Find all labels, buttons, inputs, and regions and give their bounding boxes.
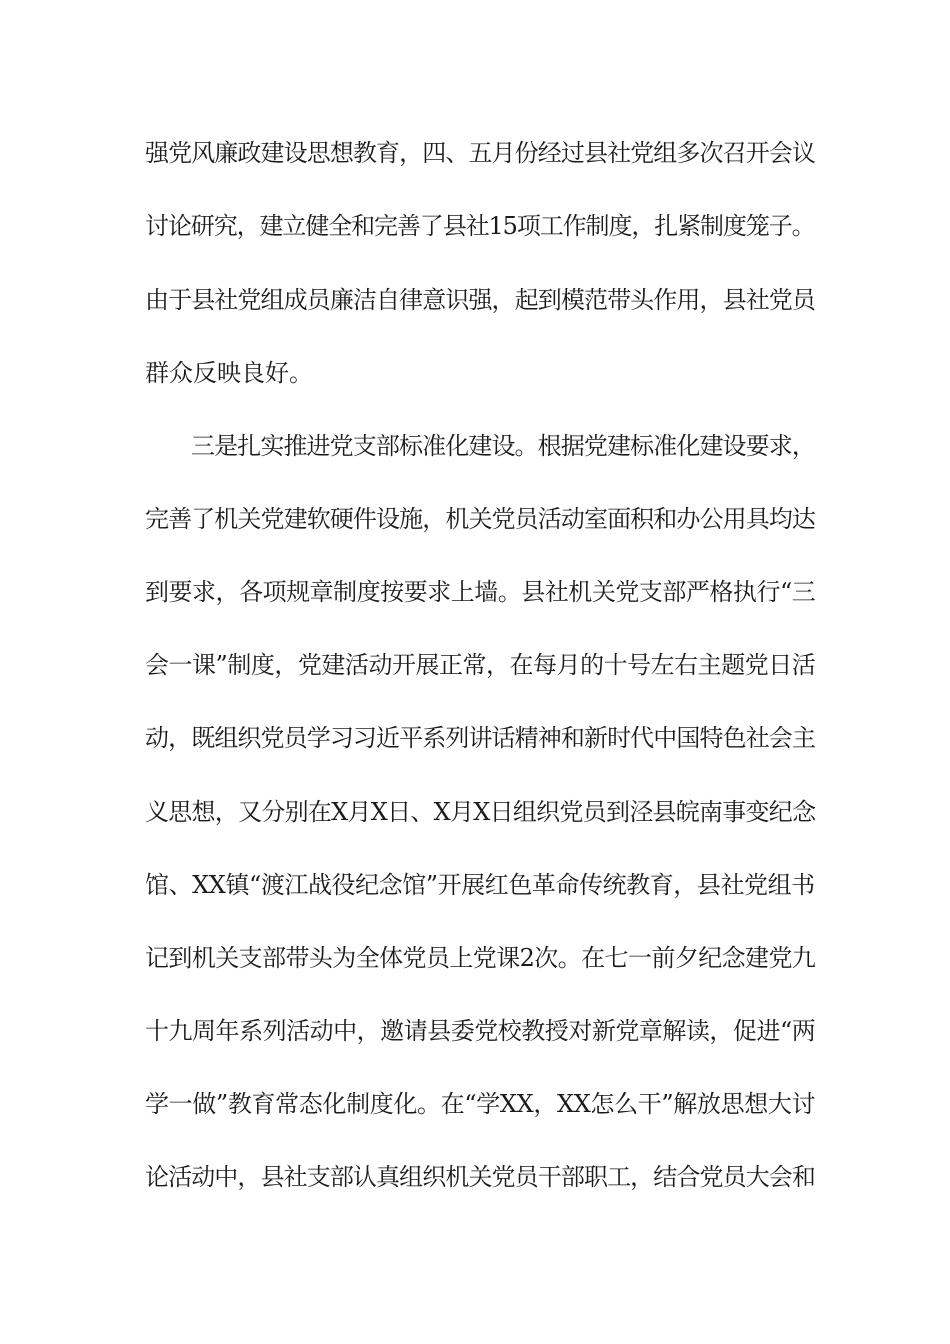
text-line: 记到机关支部带头为全体党员上党课2次。在七一前夕纪念建党九 xyxy=(145,944,816,972)
text-line: 由于县社党组成员廉洁自律意识强，起到模范带头作用，县社党员 xyxy=(145,286,815,314)
paragraph-first-line: 三是扎实推进党支部标准化建设。根据党建标准化建设要求， xyxy=(191,432,815,460)
text-line: 完善了机关党建软硬件设施，机关党员活动室面积和办公用具均达 xyxy=(145,505,815,533)
text-line: 强党风廉政建设思想教育，四、五月份经过县社党组多次召开会议 xyxy=(145,139,815,167)
text-line: 馆、XX镇“渡江战役纪念馆”开展红色革命传统教育，县社党组书 xyxy=(145,871,815,899)
text-line: 会一课”制度，党建活动开展正常，在每月的十号左右主题党日活 xyxy=(145,651,816,679)
text-line: 讨论研究，建立健全和完善了县社15项工作制度，扎紧制度笼子。 xyxy=(145,212,815,240)
text-line: 群众反映良好。 xyxy=(145,359,313,387)
text-line: 动，既组织党员学习习近平系列讲话精神和新时代中国特色社会主 xyxy=(145,724,815,752)
text-line: 义思想，又分别在X月X日、X月X日组织党员到泾县皖南事变纪念 xyxy=(145,798,816,826)
text-line: 学一做”教育常态化制度化。在“学XX，XX怎么干”解放思想大讨 xyxy=(145,1090,816,1118)
text-line: 到要求，各项规章制度按要求上墙。县社机关党支部严格执行“三 xyxy=(145,578,816,606)
text-line: 十九周年系列活动中，邀请县委党校教授对新党章解读，促进“两 xyxy=(145,1017,816,1045)
text-line: 论活动中，县社支部认真组织机关党员干部职工，结合党员大会和 xyxy=(145,1163,815,1191)
